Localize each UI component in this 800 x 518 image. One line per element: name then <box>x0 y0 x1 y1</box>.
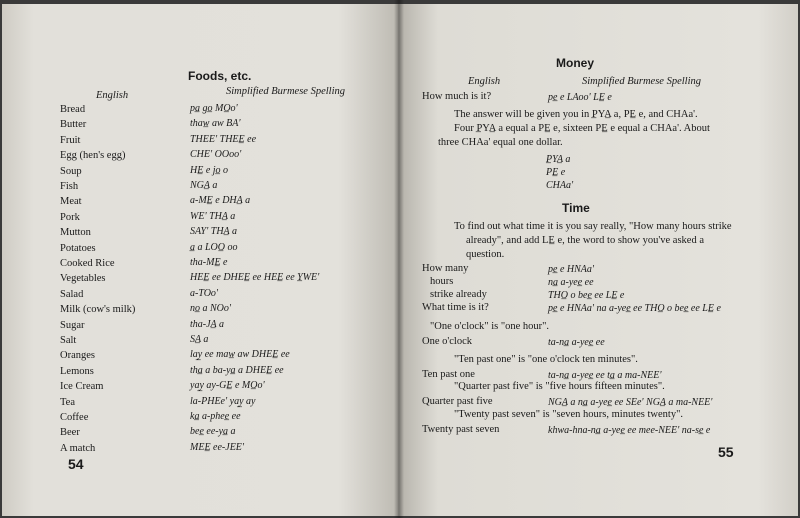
food-english: Sugar <box>60 319 85 331</box>
food-burmese: tha-JA̲ a <box>190 318 224 330</box>
food-english: A match <box>60 442 96 454</box>
time-row-english: hours <box>430 276 454 287</box>
money-unit: CHAa' <box>546 180 574 191</box>
food-english: Lemons <box>60 365 94 377</box>
food-english: Meat <box>60 196 82 208</box>
food-english: Soup <box>60 165 82 177</box>
left-page <box>2 4 398 516</box>
food-english: Egg (hen's egg) <box>60 150 126 162</box>
food-burmese: pa̲ go̲ MO̲o' <box>190 103 238 114</box>
time-row-burmese: THO̲ o bee̲ ee LE̲ e <box>548 290 625 301</box>
example-burmese: ta-na̲ a-yee̲ ee <box>548 337 605 348</box>
example-quote: "Twenty past seven" is "seven hours, minutes twenty". <box>454 409 684 420</box>
food-burmese: bee̲ ee-ya̲ a <box>190 426 236 438</box>
food-english: Fish <box>60 181 79 192</box>
food-english: Salad <box>60 288 84 300</box>
food-burmese: HE̲ e jo̲ o <box>190 164 229 176</box>
money-unit: P̲YA̲ a <box>546 154 571 165</box>
food-english: Coffee <box>60 412 89 423</box>
example-english: Ten past one <box>422 369 475 380</box>
food-english: Milk (cow's milk) <box>60 304 136 316</box>
food-english: Potatoes <box>60 242 96 254</box>
example-english: One o'clock <box>422 336 472 347</box>
money-title: Money <box>556 56 595 70</box>
food-burmese: ka̲ a-phee̲ ee <box>190 411 241 422</box>
food-burmese: HEE̲ ee DHEE̲ ee HEE̲ ee Y̲WE' <box>190 272 320 284</box>
food-english: Mutton <box>60 227 91 239</box>
food-english: Butter <box>60 119 87 131</box>
food-burmese: a-TOo' <box>190 287 219 299</box>
food-english: Oranges <box>60 350 95 362</box>
time-row-burmese: pe̲ e HNAa' <box>548 264 595 275</box>
food-english: Fruit <box>60 134 81 146</box>
food-burmese: no̲ a NOo' <box>190 303 232 315</box>
example-burmese: NGA̲ a na̲ a-yee̲ ee SEe' NGA̲ a ma-NEE' <box>548 397 713 408</box>
money-unit: PE̲ e <box>546 167 566 178</box>
english-column-header: English <box>96 90 129 101</box>
food-english: Tea <box>60 396 76 408</box>
english-column-header-right: English <box>468 76 501 87</box>
food-burmese: NGA̲ a <box>190 180 218 191</box>
time-row-burmese: na̲ a-yee̲ ee <box>548 277 594 288</box>
food-english: Salt <box>60 335 77 346</box>
time-row-burmese: pe̲ e HNAa' na a-yee̲ ee THO̲ o bee̲ ee LE̲ e <box>548 303 721 314</box>
example-burmese: ta-na̲ a-yee̲ ee ta̲ a ma-NEE' <box>548 370 662 381</box>
example-burmese: khwa-hna-na̲ a-yee̲ ee mee-NEE' na-se̲ e <box>548 425 711 436</box>
food-burmese: SA̲ a <box>190 334 209 345</box>
page-number-right: 55 <box>718 444 734 460</box>
how-much-english: How much is it? <box>422 91 492 102</box>
how-much-burmese: pe̲ e LAoo' LE̲ e <box>548 92 612 103</box>
example-english: Quarter past five <box>422 396 493 407</box>
burmese-column-header-right: Simplified Burmese Spelling <box>582 76 701 87</box>
food-burmese: SAY' THA̲ a <box>190 226 237 238</box>
example-quote: "Quarter past five" is "five hours fifteen minutes". <box>454 381 665 392</box>
food-burmese: yay̲ ay-GE̲ e MO̲o' <box>190 380 265 392</box>
food-burmese: lay̲ ee maw̲ aw DHEE̲ ee <box>190 349 290 361</box>
food-english: Pork <box>60 211 80 223</box>
money-line: Four P̲YA̲ a equal a PE̲ e, sixteen PE̲ e equal a CHAa'. About <box>454 123 710 134</box>
book-gutter <box>394 0 404 518</box>
time-line: already", and add LE̲ e, the word to show you've asked a <box>466 235 704 246</box>
food-burmese: tha̲ a ba-ya̲ a DHEE̲ ee <box>190 364 284 376</box>
food-english: Beer <box>60 427 80 439</box>
page-number-left: 54 <box>68 456 84 472</box>
time-title: Time <box>562 201 590 215</box>
food-burmese: WE' THA̲ a <box>190 210 236 222</box>
example-english: Twenty past seven <box>422 424 500 435</box>
food-burmese: thaw̲ aw BA' <box>190 118 241 130</box>
foods-title: Foods, etc. <box>188 69 252 83</box>
example-quote: "Ten past one" is "one o'clock ten minutes". <box>454 354 638 365</box>
money-line: three CHAa' equal one dollar. <box>438 137 563 148</box>
food-burmese: a-ME̲ e DHA̲ a <box>190 195 251 207</box>
food-english: Vegetables <box>60 273 106 285</box>
food-english: Ice Cream <box>60 381 104 393</box>
right-page <box>398 4 798 516</box>
example-quote: "One o'clock" is "one hour". <box>430 321 550 332</box>
food-burmese: CHE' OOoo' <box>190 149 242 161</box>
food-burmese: MEE̲ ee-JEE' <box>190 441 245 453</box>
food-english: Cooked Rice <box>60 258 115 269</box>
money-line: The answer will be given you in P̲YA̲ a, PE̲ e, and CHAa'. <box>454 109 698 120</box>
food-english: Bread <box>60 104 86 115</box>
time-row-english: What time is it? <box>422 302 489 313</box>
time-line: question. <box>466 249 505 260</box>
food-burmese: la-PHEe' yay̲ ay <box>190 395 256 407</box>
time-row-english: How many <box>422 263 469 274</box>
food-burmese: tha-ME̲ e <box>190 257 228 268</box>
time-row-english: strike already <box>430 289 487 300</box>
food-burmese: THEE' THEE̲ ee <box>190 133 257 145</box>
time-line: To find out what time it is you say really, "How many hours strike <box>454 221 732 232</box>
burmese-column-header: Simplified Burmese Spelling <box>226 86 345 97</box>
food-burmese: a̲ a LOO̲ oo <box>190 241 238 253</box>
